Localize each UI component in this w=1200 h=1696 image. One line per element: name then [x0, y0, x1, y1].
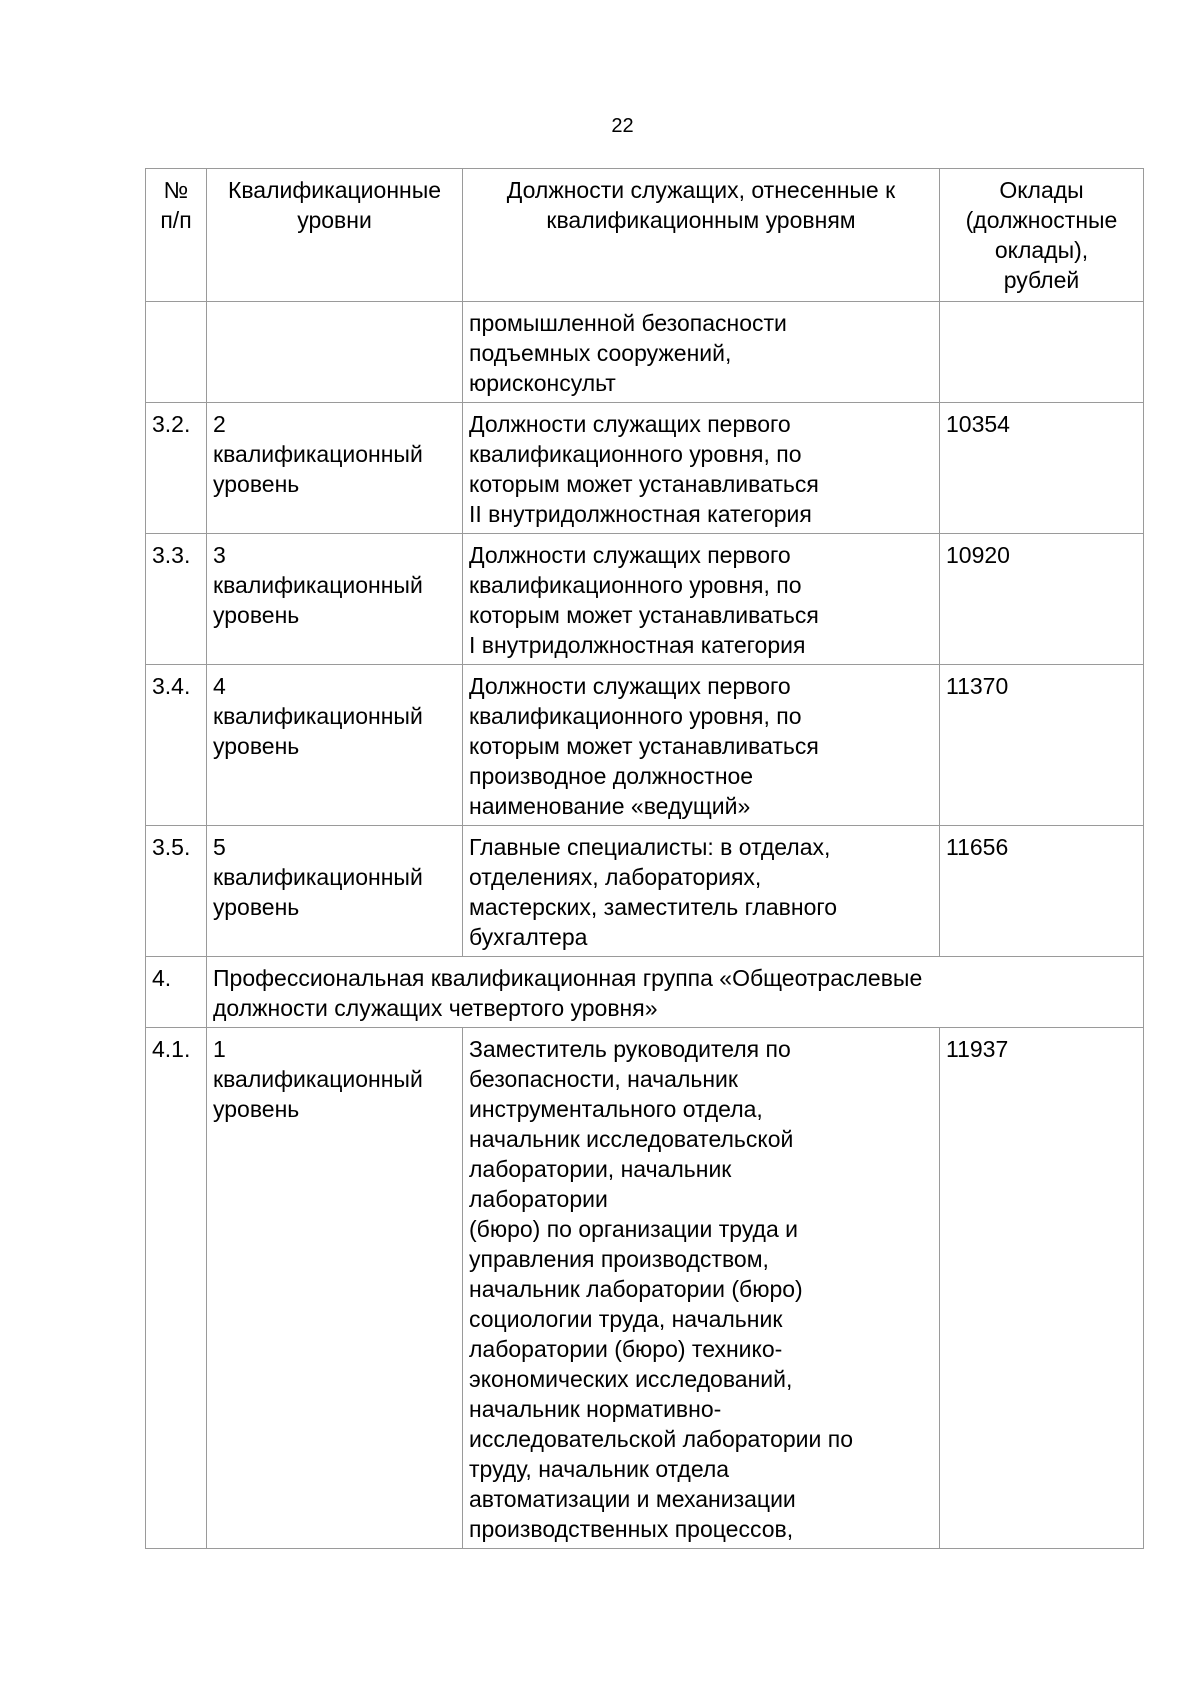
row-num: 4.1. [146, 1028, 207, 1549]
group-title: Профессиональная квалификационная группа «Общеотраслевые должности служащих четвертого уровня» [207, 957, 1144, 1028]
table-row [146, 302, 1144, 403]
row-level: 4 квалификационный уровень [207, 665, 463, 826]
row-positions: Должности служащих первого квалификационного уровня, по которым может устанавливаться II внутридолжностная категория [463, 403, 940, 534]
row-salary: 10920 [940, 534, 1144, 665]
row-salary: 11370 [940, 665, 1144, 826]
row-salary [940, 302, 1144, 403]
row-num: 3.5. [146, 826, 207, 957]
header-level: Квалификационные уровни [207, 169, 463, 302]
row-positions: Должности служащих первого квалификационного уровня, по которым может устанавливаться производное должностное наименование «ведущий» [463, 665, 940, 826]
header-num: № п/п [146, 169, 207, 302]
table-row [146, 403, 1144, 534]
table-row [146, 826, 1144, 957]
row-positions: Должности служащих первого квалификационного уровня, по которым может устанавливаться I внутридолжностная категория [463, 534, 940, 665]
header-positions: Должности служащих, отнесенные к квалификационным уровням [463, 169, 940, 302]
row-level: 3 квалификационный уровень [207, 534, 463, 665]
row-positions: промышленной безопасности подъемных сооружений, юрисконсульт [463, 302, 940, 403]
table-header-row [146, 169, 1144, 302]
row-salary: 11937 [940, 1028, 1144, 1549]
header-salary: Оклады (должностные оклады), рублей [940, 169, 1144, 302]
row-positions: Главные специалисты: в отделах, отделениях, лабораториях, мастерских, заместитель главного бухгалтера [463, 826, 940, 957]
row-level: 5 квалификационный уровень [207, 826, 463, 957]
group-row [146, 957, 1144, 1028]
table-row [146, 665, 1144, 826]
table-row [146, 1028, 1144, 1549]
group-num: 4. [146, 957, 207, 1028]
row-num: 3.2. [146, 403, 207, 534]
table-row [146, 534, 1144, 665]
row-salary: 11656 [940, 826, 1144, 957]
page-number: 22 [611, 115, 634, 137]
row-level: 2 квалификационный уровень [207, 403, 463, 534]
row-positions: Заместитель руководителя по безопасности, начальник инструментального отдела, начальник исследовательской лаборатории, начальник лаборатории (бюро) по организации труда и управления производством, начальник лаборатории (бюро) социологии труда, начальник лаборатории (бюро) технико- экономических исследований, начальник нормативно- исследовательской лаборатории по труду, начальник отдела автоматизации и механизации производственных процессов, [463, 1028, 940, 1549]
row-num: 3.3. [146, 534, 207, 665]
salary-table [145, 168, 1144, 1549]
row-salary: 10354 [940, 403, 1144, 534]
row-num: 3.4. [146, 665, 207, 826]
row-level [207, 302, 463, 403]
row-num [146, 302, 207, 403]
row-level: 1 квалификационный уровень [207, 1028, 463, 1549]
